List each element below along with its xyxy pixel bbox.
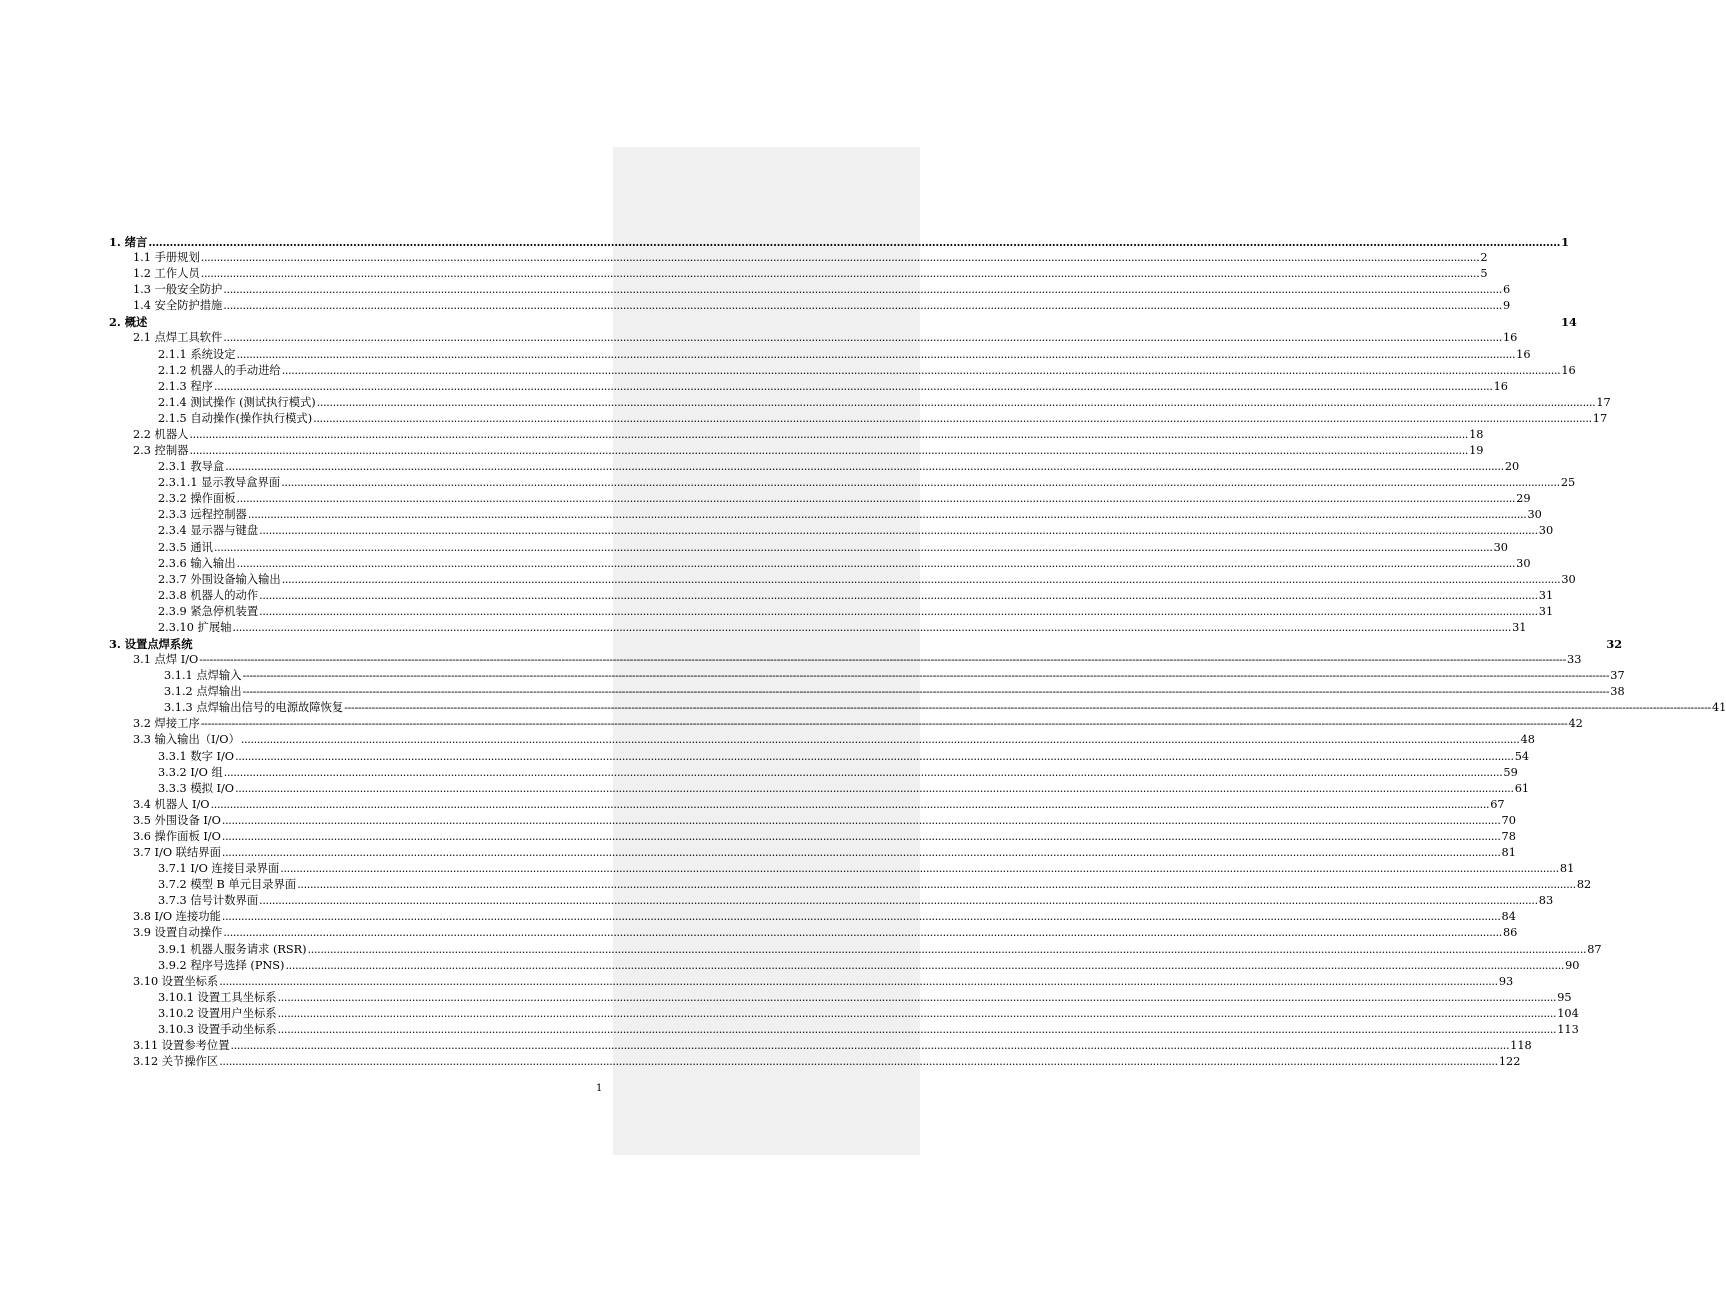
toc-leader: ----------------------------------------------------------------------------------------------------------------------------------------------------------------------------------------------------------------------------------------------------------------------------------------------------------------------------------------------------------------------------------------------------------------	[200, 717, 1568, 731]
toc-entry-title: 2.3.8 机器人的动作	[158, 588, 259, 602]
toc-entry[interactable]	[158, 475, 1576, 491]
toc-entry[interactable]	[158, 507, 1542, 523]
toc-entry[interactable]	[133, 829, 1516, 845]
toc-leader: ................................................................................................................................................................................................................................................................................................................................................................................................................	[277, 1006, 1557, 1020]
toc-entry-page: 30	[1516, 556, 1531, 570]
toc-entry-title: 2.3.10 扩展轴	[158, 620, 232, 634]
toc-leader: ................................................................................................................................................................................................................................................................................................................................................................................................................	[213, 540, 1493, 554]
toc-leader: ................................................................................................................................................................................................................................................................................................................................................................................................................	[259, 894, 1538, 908]
toc-entry-title: 3.10.2 设置用户坐标系	[158, 1006, 277, 1020]
toc-entry-title: 3.9.1 机器人服务请求 (RSR)	[158, 942, 307, 956]
toc-entry-title: 3.1.2 点焊输出	[164, 685, 242, 699]
toc-entry-title: 2.1.5 自动操作(操作执行模式)	[158, 411, 313, 425]
toc-leader: ................................................................................................................................................................................................................................................................................................................................................................................................................	[200, 251, 1480, 265]
toc-entry-title: 2.3.5 通讯	[158, 540, 213, 554]
toc-entry[interactable]	[109, 636, 1623, 652]
toc-entry[interactable]	[133, 974, 1514, 990]
toc-entry[interactable]	[158, 491, 1531, 507]
toc-leader: ................................................................................................................................................................................................................................................................................................................................................................................................................	[259, 604, 1538, 618]
toc-entry-title: 1.2 工作人员	[133, 267, 200, 281]
toc-entry-page: 5	[1480, 267, 1488, 281]
toc-leader: ................................................................................................................................................................................................................................................................................................................................................................................................................	[307, 942, 1587, 956]
toc-entry[interactable]	[133, 797, 1505, 813]
toc-entry-title: 3.6 操作面板 I/O	[133, 829, 221, 843]
toc-entry-title: 1.1 手册规划	[133, 251, 200, 265]
toc-entry-page: 25	[1560, 476, 1576, 490]
toc-entry[interactable]	[133, 266, 1488, 282]
toc-entry-page: 2	[1480, 251, 1488, 265]
toc-entry-title: 3.9 设置自动操作	[133, 926, 223, 940]
toc-entry-page: 93	[1498, 974, 1514, 988]
toc-entry[interactable]	[158, 893, 1554, 909]
toc-entry-title: 2.3 控制器	[133, 444, 189, 458]
toc-entry-title: 3.2 焊接工序	[133, 717, 200, 731]
toc-leader: ................................................................................................................................................................................................................................................................................................................................................................................................................	[223, 299, 1502, 313]
toc-entry-title: 1.3 一般安全防护	[133, 283, 223, 297]
toc-entry-title: 2.1.2 机器人的手动进给	[158, 363, 281, 377]
toc-leader: ................................................................................................................................................................................................................................................................................................................................................................................................................	[236, 556, 1516, 570]
toc-entry-title: 3.3 输入输出（I/O）	[133, 733, 240, 747]
toc-entry-page: 18	[1469, 427, 1484, 441]
toc-entry-page: 17	[1592, 411, 1608, 425]
toc-entry-page: 54	[1514, 749, 1530, 763]
toc-entry-page: 83	[1538, 894, 1554, 908]
toc-leader: ................................................................................................................................................................................................................................................................................................................................................................................................................	[259, 588, 1538, 602]
toc-leader: ----------------------------------------------------------------------------------------------------------------------------------------------------------------------------------------------------------------------------------------------------------------------------------------------------------------------------------------------------------------------------------------------------------------	[242, 669, 1610, 683]
toc-entry-page: 37	[1610, 669, 1625, 683]
toc-entry[interactable]	[164, 668, 1625, 684]
toc-entry-title: 2.2 机器人	[133, 427, 189, 441]
toc-entry[interactable]	[133, 427, 1484, 443]
toc-leader: ................................................................................................................................................................................................................................................................................................................................................................................................................	[189, 444, 1469, 458]
toc-entry-page: 67	[1490, 797, 1505, 811]
toc-entry[interactable]	[133, 1038, 1532, 1054]
toc-entry-title: 3.3.2 I/O 组	[158, 765, 223, 779]
toc-entry-page: 16	[1502, 331, 1518, 345]
toc-entry-page: 38	[1610, 685, 1625, 699]
toc-leader: ................................................................................................................................................................................................................................................................................................................................................................................................................	[281, 572, 1561, 586]
toc-entry-title: 3. 设置点焊系统	[109, 637, 193, 651]
toc-entry-title: 2.3.1.1 显示教导盒界面	[158, 476, 281, 490]
toc-leader: ................................................................................................................................................................................................................................................................................................................................................................................................................	[316, 395, 1596, 409]
toc-entry-page: 9	[1502, 299, 1511, 313]
toc-leader: ----------------------------------------------------------------------------------------------------------------------------------------------------------------------------------------------------------------------------------------------------------------------------------------------------------------------------------------------------------------------------------------------------------------	[242, 685, 1610, 699]
toc-entry-title: 3.3.1 数字 I/O	[158, 749, 235, 763]
toc-entry[interactable]	[158, 588, 1554, 604]
toc-entry[interactable]	[133, 1054, 1521, 1070]
toc-leader: ................................................................................................................................................................................................................................................................................................................................................................................................................	[221, 813, 1501, 827]
toc-leader: ................................................................................................................................................................................................................................................................................................................................................................................................................	[223, 765, 1503, 779]
toc-entry[interactable]	[158, 540, 1508, 556]
toc-entry-title: 2.3.9 紧急停机装置	[158, 604, 259, 618]
toc-entry[interactable]	[133, 443, 1484, 459]
toc-entry[interactable]	[133, 330, 1518, 346]
toc-leader: ................................................................................................................................................................................................................................................................................................................................................................................................................	[223, 283, 1502, 297]
toc-entry-title: 3.9.2 程序号选择 (PNS)	[158, 958, 285, 972]
toc-leader: ................................................................................................................................................................................................................................................................................................................................................................................................................	[240, 733, 1520, 747]
toc-entry-page: 31	[1538, 604, 1554, 618]
toc-entry-title: 2.3.7 外围设备输入输出	[158, 572, 281, 586]
toc-entry-title: 3.12 关节操作区	[133, 1055, 219, 1069]
toc-entry-title: 2.3.2 操作面板	[158, 492, 236, 506]
toc-leader: ................................................................................................................................................................................................................................................................................................................................................................................................................	[230, 1039, 1510, 1052]
toc-entry[interactable]	[158, 990, 1572, 1006]
toc-entry[interactable]	[164, 684, 1625, 700]
toc-entry[interactable]	[158, 556, 1531, 572]
toc-entry-page: 1	[1561, 235, 1570, 249]
page-number: 1	[596, 1083, 603, 1094]
toc-entry-page: 29	[1516, 492, 1531, 506]
toc-leader: ................................................................................................................................................................................................................................................................................................................................................................................................................	[210, 797, 1490, 811]
toc-leader: ................................................................................................................................................................................................................................................................................................................................................................................................................	[297, 878, 1576, 892]
toc-entry-title: 2.1.1 系统设定	[158, 347, 236, 361]
toc-entry-title: 3.4 机器人 I/O	[133, 797, 210, 811]
toc-entry[interactable]	[158, 347, 1531, 363]
toc-entry-title: 3.10.1 设置工具坐标系	[158, 990, 277, 1004]
toc-leader: ................................................................................................................................................................................................................................................................................................................................................................................................................	[280, 862, 1559, 876]
toc-entry-page: 33	[1567, 653, 1582, 667]
toc-entry[interactable]	[109, 314, 1577, 330]
toc-entry-title: 1.4 安全防护措施	[133, 299, 223, 313]
toc-entry[interactable]	[133, 298, 1511, 314]
toc-entry-page: 82	[1576, 878, 1592, 892]
toc-entry-page: 31	[1538, 588, 1554, 602]
toc-entry-title: 2.1 点焊工具软件	[133, 331, 223, 345]
toc-leader: ----------------------------------------------------------------------------------------------------------------------------------------------------------------------------------------------------------------------------------------------------------------------------------------------------------------------------------------------------------------------------------------------------------------	[344, 701, 1711, 715]
toc-entry-page: 86	[1502, 926, 1518, 940]
toc-entry-title: 3.1.3 点焊输出信号的电源故障恢复	[164, 701, 344, 715]
toc-entry-title: 3.5 外围设备 I/O	[133, 813, 221, 827]
toc-leader: ................................................................................................................................................................................................................................................................................................................................................................................................................	[221, 910, 1501, 924]
toc-entry-page: 90	[1565, 958, 1580, 972]
toc-entry-page: 16	[1516, 347, 1531, 361]
toc-leader: ................................................................................................................................................................................................................................................................................................................................................................................................................	[200, 267, 1480, 281]
toc-entry-page: 104	[1557, 1006, 1579, 1020]
toc-entry-title: 3.1.1 点焊输入	[164, 669, 242, 683]
toc-entry-page: 19	[1469, 444, 1484, 458]
toc-entry[interactable]	[158, 958, 1580, 974]
toc-leader: ................................................................................................................................................................................................................................................................................................................................................................................................................	[281, 363, 1561, 377]
toc-entry-title: 2.3.3 远程控制器	[158, 508, 247, 522]
toc-leader: ................................................................................................................................................................................................................................................................................................................................................................................................................	[223, 331, 1502, 345]
toc-leader: ................................................................................................................................................................................................................................................................................................................................................................................................................	[277, 990, 1557, 1004]
toc-entry-page: 59	[1503, 765, 1518, 779]
toc-leader: ................................................................................................................................................................................................................................................................................................................................................................................................................	[236, 347, 1516, 361]
toc-entry[interactable]	[133, 813, 1516, 829]
toc-leader: ................................................................................................................................................................................................................................................................................................................................................................................................................	[313, 411, 1592, 425]
toc-entry-page: 41	[1711, 701, 1726, 715]
toc-entry[interactable]	[158, 379, 1508, 395]
toc-entry[interactable]	[158, 363, 1576, 379]
toc-leader: ................................................................................................................................................................................................................................................................................................................................................................................................................	[235, 781, 1514, 795]
toc-leader: ................................................................................................................................................................................................................................................................................................................................................................................................................	[247, 508, 1527, 522]
toc-entry-page: 118	[1510, 1039, 1532, 1052]
toc-entry-page: 78	[1501, 829, 1516, 843]
toc-entry-page: 30	[1493, 540, 1508, 554]
toc-entry-page: 14	[1561, 315, 1577, 330]
toc-entry-page: 30	[1561, 572, 1576, 586]
toc-entry-title: 2.1.3 程序	[158, 379, 213, 393]
toc-entry[interactable]	[158, 861, 1575, 877]
toc-entry-title: 3.7 I/O 联结界面	[133, 846, 221, 860]
toc-entry-page: 95	[1557, 990, 1572, 1004]
toc-entry-title: 3.8 I/O 连接功能	[133, 910, 221, 924]
toc-entry-title: 3.3.3 模拟 I/O	[158, 781, 235, 795]
toc-entry-page: 81	[1501, 846, 1516, 860]
toc-entry[interactable]	[158, 1006, 1579, 1022]
toc-entry-title: 2.3.1 教导盒	[158, 460, 225, 474]
toc-entry-title: 3.10.3 设置手动坐标系	[158, 1022, 277, 1036]
toc-leader: ................................................................................................................................................................................................................................................................................................................................................................................................................	[235, 749, 1514, 763]
toc-entry-page: 30	[1538, 524, 1554, 538]
toc-leader: ................................................................................................................................................................................................................................................................................................................................................................................................................	[213, 379, 1493, 393]
toc-entry[interactable]	[158, 572, 1576, 588]
toc-entry[interactable]	[133, 909, 1516, 925]
toc-leader: ................................................................................................................................................................................................................................................................................................................................................................................................................	[236, 492, 1516, 506]
toc-entry-page: 113	[1557, 1022, 1579, 1036]
toc-entry[interactable]	[158, 749, 1530, 765]
toc-entry-title: 3.10 设置坐标系	[133, 974, 219, 988]
toc-entry[interactable]	[133, 925, 1518, 941]
toc-entry-page: 70	[1501, 813, 1516, 827]
toc-entry-page: 30	[1527, 508, 1542, 522]
toc-leader: ................................................................................................................................................................................................................................................................................................................................................................................................................	[148, 236, 1561, 249]
toc-entry[interactable]	[158, 395, 1611, 411]
toc-entry-title: 2. 概述	[109, 315, 148, 330]
toc-entry-page: 84	[1501, 910, 1516, 924]
toc-entry-page: 6	[1502, 283, 1511, 297]
toc-entry-title: 3.7.2 模型 B 单元目录界面	[158, 878, 297, 892]
toc-entry[interactable]	[133, 250, 1488, 266]
toc-entry-page: 48	[1520, 733, 1535, 747]
toc-entry-title: 3.11 设置参考位置	[133, 1039, 230, 1052]
toc-leader: ................................................................................................................................................................................................................................................................................................................................................................................................................	[285, 958, 1565, 972]
toc-entry[interactable]	[158, 604, 1554, 620]
toc-entry[interactable]	[158, 620, 1527, 636]
toc-entry-title: 3.1 点焊 I/O	[133, 653, 199, 667]
toc-entry[interactable]	[133, 716, 1583, 732]
toc-entry-page: 42	[1568, 717, 1583, 731]
toc-entry[interactable]	[158, 1022, 1579, 1038]
toc-entry[interactable]	[158, 781, 1530, 797]
toc-entry-page: 20	[1504, 460, 1520, 474]
toc-leader: ................................................................................................................................................................................................................................................................................................................................................................................................................	[225, 460, 1504, 474]
toc-leader: ................................................................................................................................................................................................................................................................................................................................................................................................................	[189, 427, 1469, 441]
toc-entry[interactable]	[158, 459, 1520, 475]
toc-entry-page: 16	[1493, 379, 1508, 393]
toc-entry-page: 87	[1587, 942, 1602, 956]
toc-leader: ................................................................................................................................................................................................................................................................................................................................................................................................................	[219, 974, 1498, 988]
toc-entry[interactable]	[164, 700, 1726, 716]
toc-leader: ................................................................................................................................................................................................................................................................................................................................................................................................................	[259, 524, 1538, 538]
toc-entry-page: 61	[1514, 781, 1530, 795]
toc-entry-title: 3.7.3 信号计数界面	[158, 894, 259, 908]
toc-entry-title: 2.3.4 显示器与键盘	[158, 524, 259, 538]
toc-entry[interactable]	[133, 845, 1516, 861]
toc-entry-page: 122	[1498, 1055, 1521, 1069]
toc-entry-page: 16	[1561, 363, 1576, 377]
toc-leader: ................................................................................................................................................................................................................................................................................................................................................................................................................	[223, 926, 1502, 940]
toc-leader: ----------------------------------------------------------------------------------------------------------------------------------------------------------------------------------------------------------------------------------------------------------------------------------------------------------------------------------------------------------------------------------------------------------------	[199, 653, 1567, 667]
toc-entry-page: 31	[1512, 620, 1527, 634]
toc-entry-page: 17	[1596, 395, 1611, 409]
toc-entry[interactable]	[158, 523, 1554, 539]
toc-leader: ................................................................................................................................................................................................................................................................................................................................................................................................................	[277, 1022, 1557, 1036]
toc-entry[interactable]	[133, 652, 1582, 668]
toc-entry-page: 32	[1606, 637, 1623, 651]
toc-entry[interactable]	[133, 282, 1511, 298]
toc-entry[interactable]	[158, 411, 1608, 427]
toc-entry[interactable]	[158, 877, 1592, 893]
toc-entry[interactable]	[158, 765, 1518, 781]
toc-entry-page: 81	[1559, 862, 1575, 876]
toc-leader: ................................................................................................................................................................................................................................................................................................................................................................................................................	[281, 476, 1560, 490]
toc-entry-title: 2.1.4 测试操作 (测试执行模式)	[158, 395, 316, 409]
toc-entry-title: 3.7.1 I/O 连接目录界面	[158, 862, 280, 876]
toc-leader: ................................................................................................................................................................................................................................................................................................................................................................................................................	[221, 846, 1501, 860]
toc-entry-title: 1. 绪言	[109, 235, 148, 249]
toc-entry[interactable]	[109, 234, 1570, 250]
toc-entry-title: 2.3.6 输入输出	[158, 556, 236, 570]
toc-leader: ................................................................................................................................................................................................................................................................................................................................................................................................................	[221, 829, 1501, 843]
toc-entry[interactable]	[158, 942, 1602, 958]
toc-entry[interactable]	[133, 732, 1535, 748]
toc-leader: ................................................................................................................................................................................................................................................................................................................................................................................................................	[232, 620, 1512, 634]
toc-leader: ................................................................................................................................................................................................................................................................................................................................................................................................................	[219, 1055, 1498, 1069]
